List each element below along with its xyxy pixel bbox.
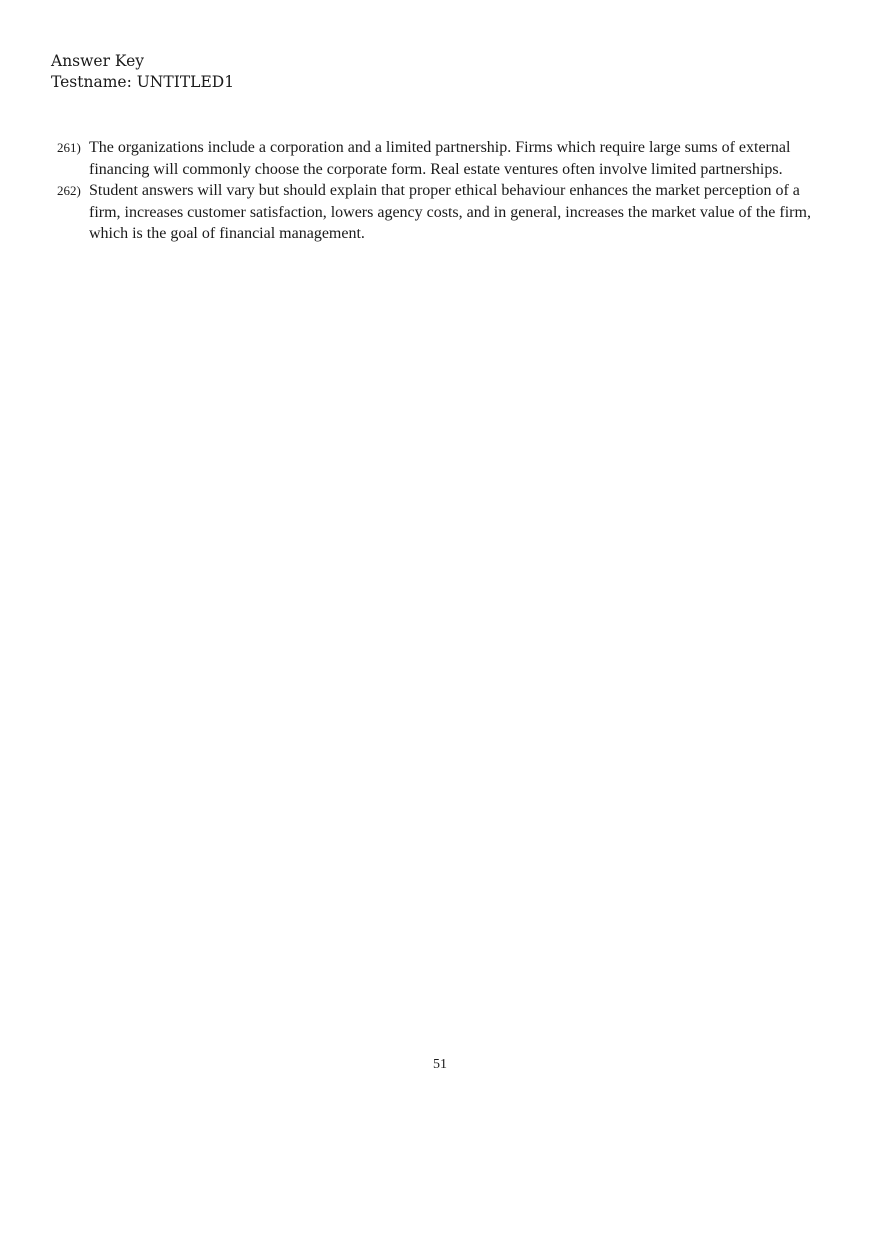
answer-item-262 (57, 180, 817, 245)
answer-item-261 (57, 137, 817, 180)
page-number: 51 (433, 1057, 447, 1072)
answer-list (57, 137, 817, 245)
answer-key-title: Answer Key (51, 52, 144, 70)
answer-text: The organizations include a corporation and a limited partnership. Firms which require large sums of external financing will commonly choose the corporate form. Real estate ventures often involve limited partnerships. (89, 139, 791, 178)
testname-label: Testname: UNTITLED1 (51, 73, 235, 91)
page-header (51, 51, 234, 93)
answer-number: 262) (57, 183, 81, 198)
answer-number: 261) (57, 140, 81, 155)
answer-text: Student answers will vary but should explain that proper ethical behaviour enhances the market perception of a firm, increases customer satisfaction, lowers agency costs, and in general, increases the market value of the firm, which is the goal of financial management. (89, 182, 811, 242)
